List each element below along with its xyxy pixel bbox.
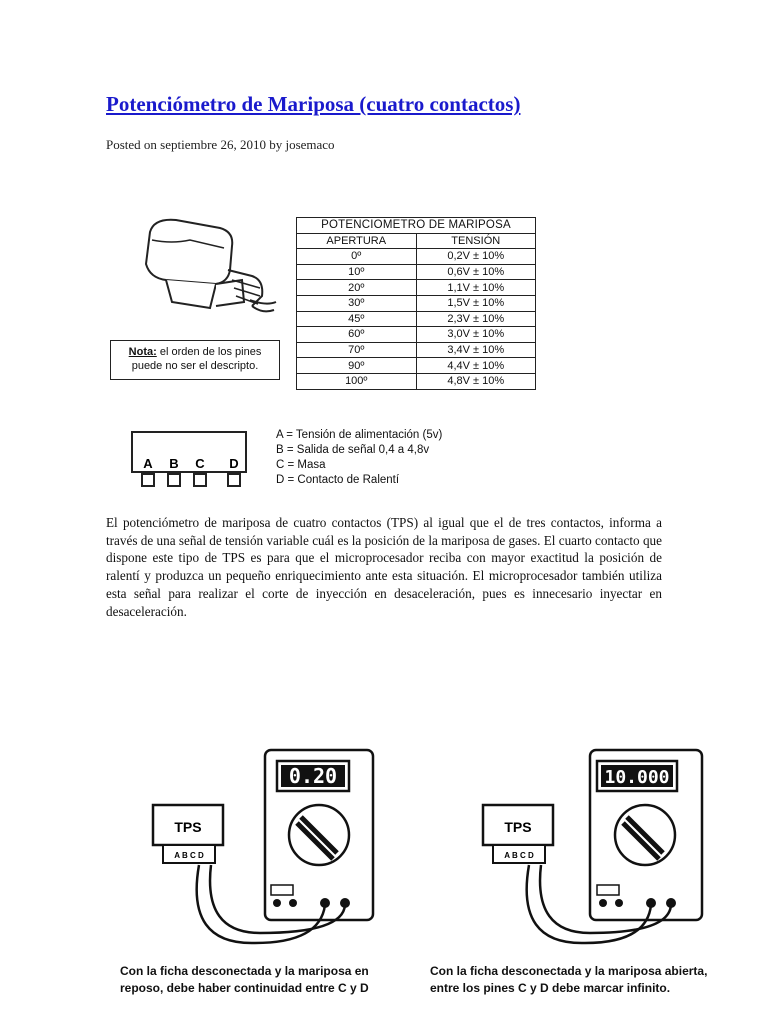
voltage-cell: 0,2V ± 10% bbox=[416, 249, 536, 265]
multimeter-diagram-open bbox=[425, 745, 715, 1010]
angle-cell: 10º bbox=[297, 264, 417, 280]
legend-item-b: B = Salida de señal 0,4 a 4,8v bbox=[276, 444, 430, 456]
table-row bbox=[297, 342, 536, 358]
col-header-apertura: APERTURA bbox=[297, 233, 417, 249]
voltage-cell: 3,4V ± 10% bbox=[416, 342, 536, 358]
legend-item-c: C = Masa bbox=[276, 459, 326, 471]
caption-idle-line-2: reposo, debe haber continuidad entre C y D bbox=[120, 981, 369, 995]
connector-diagram bbox=[130, 430, 250, 490]
voltage-table bbox=[296, 217, 536, 390]
table-row bbox=[297, 373, 536, 389]
table-row bbox=[297, 295, 536, 311]
voltage-cell: 1,5V ± 10% bbox=[416, 295, 536, 311]
voltage-cell: 1,1V ± 10% bbox=[416, 280, 536, 296]
multimeter-test-illustration bbox=[425, 745, 715, 960]
angle-cell: 90º bbox=[297, 358, 417, 374]
voltage-cell: 4,8V ± 10% bbox=[416, 373, 536, 389]
tps-box-label: TPS bbox=[504, 819, 532, 835]
col-header-tension: TENSIÓN bbox=[416, 233, 536, 249]
note-label: Nota: bbox=[128, 346, 157, 358]
angle-cell: 100º bbox=[297, 373, 417, 389]
multimeter-test-illustration bbox=[115, 745, 385, 960]
multimeter-diagram-idle bbox=[115, 745, 385, 1010]
pin-label-a: A bbox=[143, 456, 153, 471]
angle-cell: 60º bbox=[297, 327, 417, 343]
table-caption: POTENCIOMETRO DE MARIPOSA bbox=[297, 218, 536, 234]
note-text-2: puede no ser el descripto. bbox=[131, 360, 259, 372]
legend-item-a: A = Tensión de alimentación (5v) bbox=[276, 429, 443, 441]
tps-pin-labels: A B C D bbox=[174, 851, 204, 860]
post-meta: Posted on septiembre 26, 2010 by josemaco bbox=[106, 137, 335, 152]
tps-box-label: TPS bbox=[174, 819, 202, 835]
caption-open-line-1: Con la ficha desconectada y la mariposa abierta, bbox=[430, 964, 708, 978]
tps-sensor-illustration bbox=[132, 210, 282, 320]
voltage-cell: 4,4V ± 10% bbox=[416, 358, 536, 374]
pin-legend bbox=[276, 428, 442, 488]
table-row bbox=[297, 311, 536, 327]
pin-order-note bbox=[110, 340, 280, 380]
caption-idle-line-1: Con la ficha desconectada y la mariposa en bbox=[120, 964, 369, 978]
voltage-cell: 3,0V ± 10% bbox=[416, 327, 536, 343]
pin-label-c: C bbox=[195, 456, 205, 471]
pin-label-b: B bbox=[169, 456, 179, 471]
table-row bbox=[297, 264, 536, 280]
table-row bbox=[297, 249, 536, 265]
body-paragraph: El potenciómetro de mariposa de cuatro contactos (TPS) al igual que el de tres contactos, informa a través de una señal de tensión variable cuál es la posición de la mariposa de gases. El cuarto contacto que dispone este tipo de TPS es para que el microprocesador reciba con mayor exactitud la posición de ralentí y produzca un pequeño enriquecimiento ante esta situación. El microprocesador también utiliza esta señal para realizar el corte de inyección en desaceleración, pues es innecesario inyectar en desaceleración. bbox=[106, 515, 662, 619]
voltage-cell: 2,3V ± 10% bbox=[416, 311, 536, 327]
legend-item-d: D = Contacto de Ralentí bbox=[276, 474, 400, 486]
angle-cell: 30º bbox=[297, 295, 417, 311]
caption-open bbox=[430, 963, 707, 997]
meter-display: 10.000 bbox=[604, 767, 670, 788]
table-row bbox=[297, 327, 536, 343]
tps-pin-labels: A B C D bbox=[504, 851, 534, 860]
voltage-cell: 0,6V ± 10% bbox=[416, 264, 536, 280]
angle-cell: 20º bbox=[297, 280, 417, 296]
note-text-1: el orden de los pines bbox=[159, 346, 262, 358]
angle-cell: 45º bbox=[297, 311, 417, 327]
post-title[interactable]: Potenciómetro de Mariposa (cuatro contactos) bbox=[106, 92, 521, 116]
angle-cell: 70º bbox=[297, 342, 417, 358]
table-row bbox=[297, 280, 536, 296]
angle-cell: 0º bbox=[297, 249, 417, 265]
table-row bbox=[297, 358, 536, 374]
pin-label-d: D bbox=[229, 456, 239, 471]
meter-display: 0.20 bbox=[288, 764, 338, 788]
caption-open-line-2: entre los pines C y D debe marcar infinito. bbox=[430, 981, 671, 995]
caption-idle bbox=[120, 963, 369, 997]
